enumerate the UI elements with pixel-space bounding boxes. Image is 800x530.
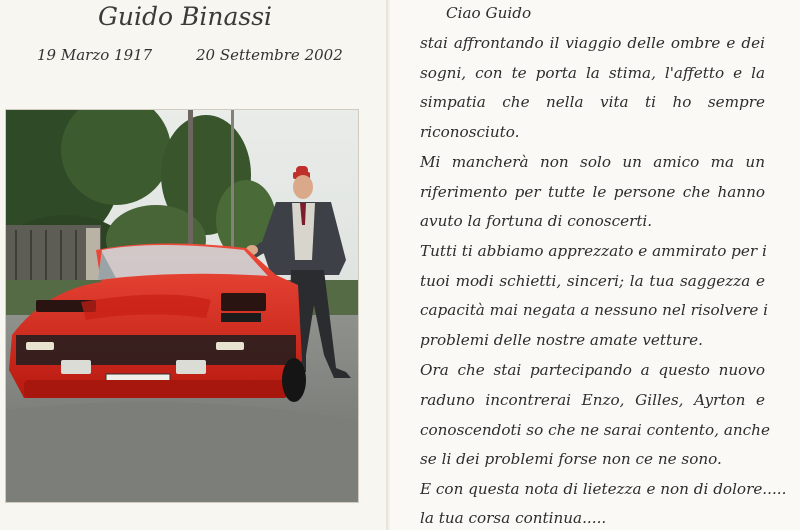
letter-line: E con questa nota di lietezza e non di dolore..... (420, 480, 787, 498)
letter-line: raduno incontrerai Enzo, Gilles, Ayrton e (420, 391, 765, 409)
letter-line: sogni, con te porta la stima, l'affetto e la (420, 64, 765, 82)
letter-line: se li dei problemi forse non ce ne sono. (420, 450, 722, 468)
letter-line: la tua corsa continua..... (420, 509, 607, 527)
letter-line: tuoi modi schietti, sinceri; la tua saggezza e (420, 272, 765, 290)
right-page (390, 0, 800, 530)
letter-line: Ora che stai partecipando a questo nuovo (420, 361, 765, 379)
letter-line: stai affrontando il viaggio delle ombre e dei (420, 34, 765, 52)
memorial-photo (6, 110, 358, 502)
letter-line: Tutti ti abbiamo apprezzato e ammirato per i (420, 242, 767, 260)
deceased-name: Guido Binassi (97, 2, 273, 31)
letter-line: Ciao Guido (446, 4, 532, 22)
letter-line: riferimento per tutte le persone che hanno (420, 183, 765, 201)
left-page (0, 0, 386, 530)
letter-line: riconosciuto. (420, 123, 520, 141)
death-date: 20 Settembre 2002 (196, 46, 343, 64)
letter-line: problemi delle nostre amate vetture. (420, 331, 703, 349)
letter-line: capacità mai negata a nessuno nel risolvere i (420, 301, 768, 319)
letter-line: conoscendoti so che ne sarai contento, anche (420, 421, 770, 439)
letter-line: avuto la fortuna di conoscerti. (420, 212, 653, 230)
letter-line: Mi mancherà non solo un amico ma un (420, 153, 765, 171)
letter-line: simpatia che nella vita ti ho sempre (420, 93, 765, 111)
photo-illustration (6, 110, 358, 502)
birth-date: 19 Marzo 1917 (37, 46, 153, 64)
